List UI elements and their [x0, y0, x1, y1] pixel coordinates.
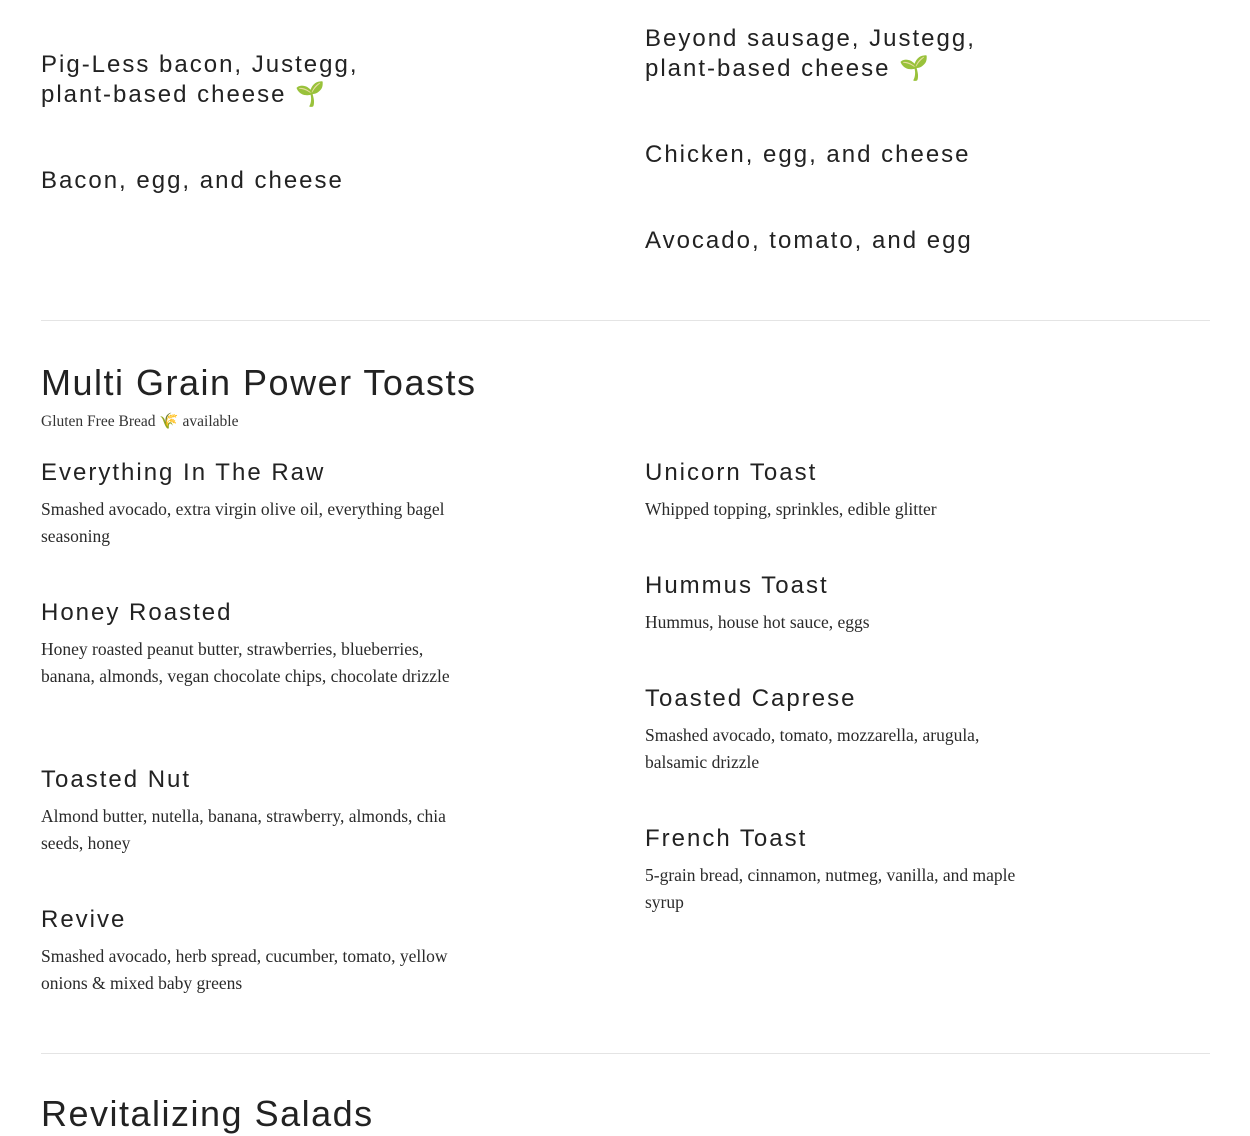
menu-item-title: Bacon, egg, and cheese — [41, 167, 344, 194]
menu-item-title: Chicken, egg, and cheese — [645, 141, 971, 168]
menu-item-description: Smashed avocado, extra virgin olive oil, everything bagel seasoning — [41, 499, 445, 546]
menu-item-description: Whipped topping, sprinkles, edible glitter — [645, 499, 937, 519]
menu-item-title: Honey Roasted — [41, 599, 233, 626]
menu-item-description: Hummus, house hot sauce, eggs — [645, 612, 870, 632]
menu-item-title: Avocado, tomato, and egg — [645, 227, 973, 254]
menu-item-title: Everything In The Raw — [41, 459, 326, 486]
menu-item-title: Toasted Nut — [41, 766, 192, 793]
menu-item-title: Unicorn Toast — [645, 459, 818, 486]
menu-item-title: Pig-Less bacon, Justegg, plant-based cheese 🌱 — [41, 51, 359, 108]
menu-item-description: 5-grain bread, cinnamon, nutmeg, vanilla, and maple syrup — [645, 865, 1016, 912]
section-divider — [41, 1053, 1210, 1054]
menu-item-description: Almond butter, nutella, banana, strawberry, almonds, chia seeds, honey — [41, 806, 446, 853]
menu-item-description: Smashed avocado, herb spread, cucumber, tomato, yellow onions & mixed baby greens — [41, 946, 448, 993]
menu-item-title: French Toast — [645, 825, 808, 852]
menu-item-title: Hummus Toast — [645, 572, 829, 599]
menu-item-description: Smashed avocado, tomato, mozzarella, arugula, balsamic drizzle — [645, 725, 980, 772]
menu-item-title: Revive — [41, 906, 127, 933]
menu-item-title: Toasted Caprese — [645, 685, 857, 712]
section-title: Multi Grain Power Toasts — [41, 362, 477, 403]
section-note: Gluten Free Bread 🌾 available — [41, 413, 239, 430]
section-title: Revitalizing Salads — [41, 1093, 374, 1134]
menu-item-description: Honey roasted peanut butter, strawberries, blueberries, banana, almonds, vegan chocolate chips, chocolate drizzle — [41, 639, 450, 686]
menu-item-title: Beyond sausage, Justegg, plant-based cheese 🌱 — [645, 25, 976, 82]
section-divider — [41, 320, 1210, 321]
